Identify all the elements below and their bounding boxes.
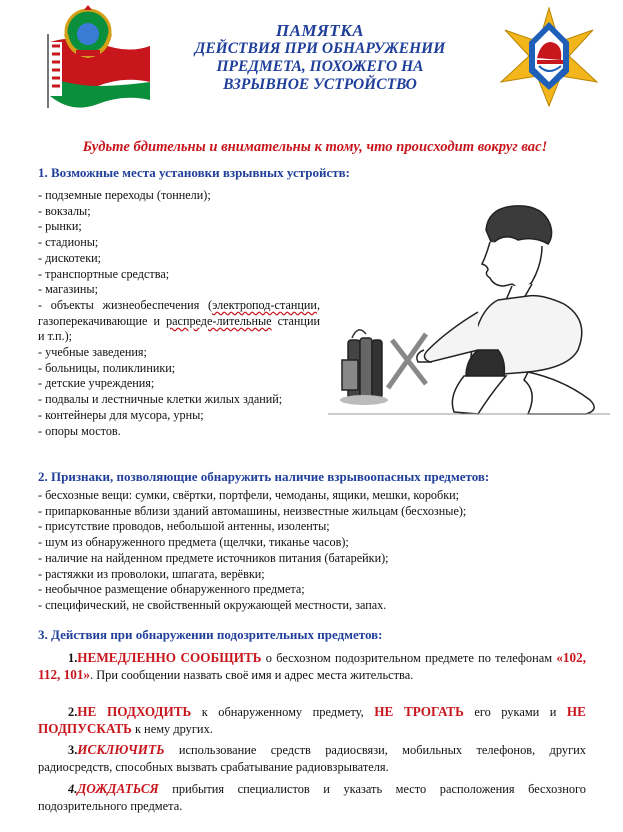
list-item: - детские учреждения; (38, 376, 155, 391)
document-title (160, 22, 480, 94)
title-line-3: ПРЕДМЕТА, ПОХОЖЕГО НА (216, 58, 424, 75)
action-paragraph-1: 1.НЕМЕДЛЕННО СООБЩИТЬ о бесхозном подозрительном предмете по телефонам «102, 112, 101». При сообщении назвать своё имя и адрес места жительства. (38, 650, 586, 682)
list-item-utilities: - объекты жизнеобеспечения (электропод-станции, газоперекачивающие и распреде-лительные станции и т.п.); (38, 297, 321, 344)
list-item: - дискотеки; (38, 250, 102, 265)
list-item: - бесхозные вещи: сумки, свёртки, портфели, чемоданы, ящики, мешки, коробки; (38, 488, 460, 502)
list-item: - больницы, поликлиники; (38, 360, 176, 375)
prohibition-cross-icon (388, 334, 426, 388)
list-item: - опоры мостов. (38, 423, 121, 438)
section-1-heading: 1. Возможные места установки взрывных устройств: (38, 165, 351, 180)
list-item: - магазины; (38, 282, 98, 297)
section-1-list (38, 188, 320, 439)
list-item: - подземные переходы (тоннели); (38, 188, 211, 202)
action-paragraph-2: 2.НЕ ПОДХОДИТЬ к обнаруженному предмету, НЕ ТРОГАТЬ его руками и НЕ ПОДПУСКАТЬ к нему других. (38, 704, 586, 736)
list-item: - шум из обнаруженного предмета (щелчки, тиканье часов); (38, 535, 349, 550)
list-item: - припаркованные вблизи зданий автомашины, неизвестные жильцам (бесхозные); (38, 503, 467, 518)
title-line-1: ПАМЯТКА (275, 21, 365, 40)
section-3-heading: 3. Действия при обнаружении подозрительных предметов: (38, 627, 383, 642)
list-item: - вокзалы; (38, 203, 91, 218)
man-with-suspicious-object-illustration (328, 200, 610, 420)
list-item: - растяжки из проволоки, шпагата, верёвки; (38, 566, 265, 581)
slogan: Будьте бдительны и внимательны к тому, что происходит вокруг вас! (82, 139, 548, 155)
list-item: - рынки; (38, 219, 82, 234)
action-paragraph-3: 3.ИСКЛЮЧИТЬ использование средств радиосвязи, мобильных телефонов, других радиосредств, способных вызвать срабатывание радиовзрывателя. (38, 742, 586, 774)
action-paragraph-4: 4.ДОЖДАТЬСЯ прибытия специалистов и указать место расположения бесхозного подозрительного предмета. (38, 781, 586, 813)
list-item: - наличие на найденном предмете источников питания (батарейки); (38, 550, 389, 565)
list-item: - специфический, не свойственный окружающей местности, запах. (38, 597, 387, 612)
list-item: - подвалы и лестничные клетки жилых зданий; (38, 392, 283, 407)
list-item: - необычное размещение обнаруженного предмета; (38, 582, 305, 597)
title-line-4: ВЗРЫВНОЕ УСТРОЙСТВО (223, 76, 417, 93)
coat-of-arms-icon (66, 5, 110, 56)
belarus-emblem-flag (36, 4, 154, 108)
list-item: - транспортные средства; (38, 266, 170, 281)
title-line-2: ДЕЙСТВИЯ ПРИ ОБНАРУЖЕНИИ (194, 40, 446, 57)
list-item: - контейнеры для мусора, урны; (38, 407, 204, 422)
list-item: - стадионы; (38, 235, 99, 250)
emergency-ministry-emblem-icon (493, 6, 605, 108)
list-item: - присутствие проводов, небольшой антенны, изоленты; (38, 519, 330, 534)
section-2-heading: 2. Признаки, позволяющие обнаружить наличие взрывоопасных предметов: (38, 469, 490, 484)
section-2-list (38, 488, 598, 614)
list-item: - учебные заведения; (38, 345, 147, 360)
suspicious-device-icon (340, 330, 388, 405)
